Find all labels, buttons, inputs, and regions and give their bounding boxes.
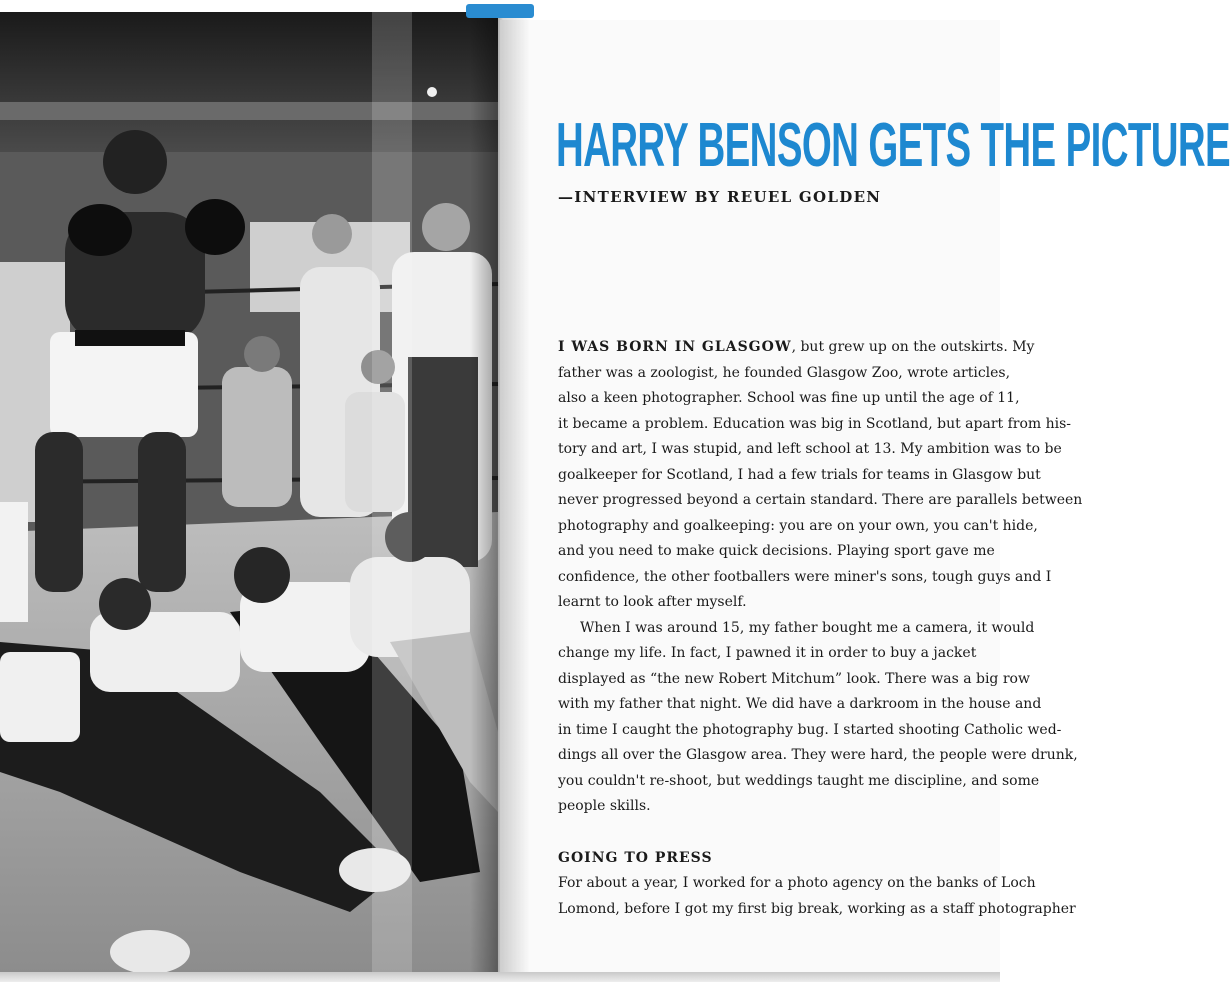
paragraph-1-line: goalkeeper for Scotland, I had a few trials for teams in Glasgow but xyxy=(558,466,1041,483)
ribbon-bookmark xyxy=(466,4,534,18)
ceiling-light xyxy=(427,87,437,97)
paragraph-2-line: people skills. xyxy=(558,798,651,814)
article-byline: —INTERVIEW BY REUEL GOLDEN xyxy=(558,188,882,206)
paragraph-1-line: photography and goalkeeping: you are on your own, you can't hide, xyxy=(558,517,1038,534)
opening-lead-in: I WAS BORN IN GLASGOW xyxy=(558,339,792,355)
paragraph-2-line: in time I caught the photography bug. I started shooting Catholic wed- xyxy=(558,721,1062,738)
paragraph-2-line: with my father that night. We did have a darkroom in the house and xyxy=(558,696,1042,712)
boxing-ring-photograph xyxy=(0,12,498,976)
photo-page xyxy=(0,12,498,976)
paragraph-1-line: and you need to make quick decisions. Playing sport gave me xyxy=(558,543,995,559)
paragraph-1-line: confidence, the other footballers were miner's sons, tough guys and I xyxy=(558,568,1052,585)
page-curve-highlight xyxy=(372,12,412,976)
paragraph-2-line: When I was around 15, my father bought me a camera, it would xyxy=(580,619,1035,636)
paragraph-3-line: For about a year, I worked for a photo agency on the banks of Loch xyxy=(558,875,1036,891)
paragraph-1-line: also a keen photographer. School was fine up until the age of 11, xyxy=(558,390,1020,406)
paragraph-1-line: never progressed beyond a certain standard. There are parallels between xyxy=(558,492,1083,508)
paragraph-3-line: Lomond, before I got my first big break, working as a staff photographer xyxy=(558,900,1076,917)
page-bottom-edge xyxy=(0,972,1000,982)
paragraph-2-line: displayed as “the new Robert Mitchum” look. There was a big row xyxy=(558,670,1030,687)
article-title: HARRY BENSON GETS THE PICTURE xyxy=(556,111,1230,180)
paragraph-1-line: father was a zoologist, he founded Glasgow Zoo, wrote articles, xyxy=(558,364,1011,381)
text-page xyxy=(500,20,1230,975)
paragraph-2-line: change my life. In fact, I pawned it in order to buy a jacket xyxy=(558,645,977,661)
paragraph-2-line: you couldn't re-shoot, but weddings taught me discipline, and some xyxy=(558,772,1040,789)
ceiling xyxy=(0,12,498,152)
section-heading: GOING TO PRESS xyxy=(558,849,713,866)
paragraph-1-line: learnt to look after myself. xyxy=(558,594,747,610)
paragraph-1-line-1: I WAS BORN IN GLASGOW, but grew up on the outskirts. My xyxy=(558,339,1035,355)
paragraph-2-line: dings all over the Glasgow area. They were hard, the people were drunk, xyxy=(558,747,1078,763)
paragraph-1-line: tory and art, I was stupid, and left school at 13. My ambition was to be xyxy=(558,441,1062,457)
paragraph-1-line: it became a problem. Education was big in Scotland, but apart from his- xyxy=(558,415,1072,432)
article-body xyxy=(558,335,1083,922)
ceiling-beam xyxy=(0,102,498,120)
